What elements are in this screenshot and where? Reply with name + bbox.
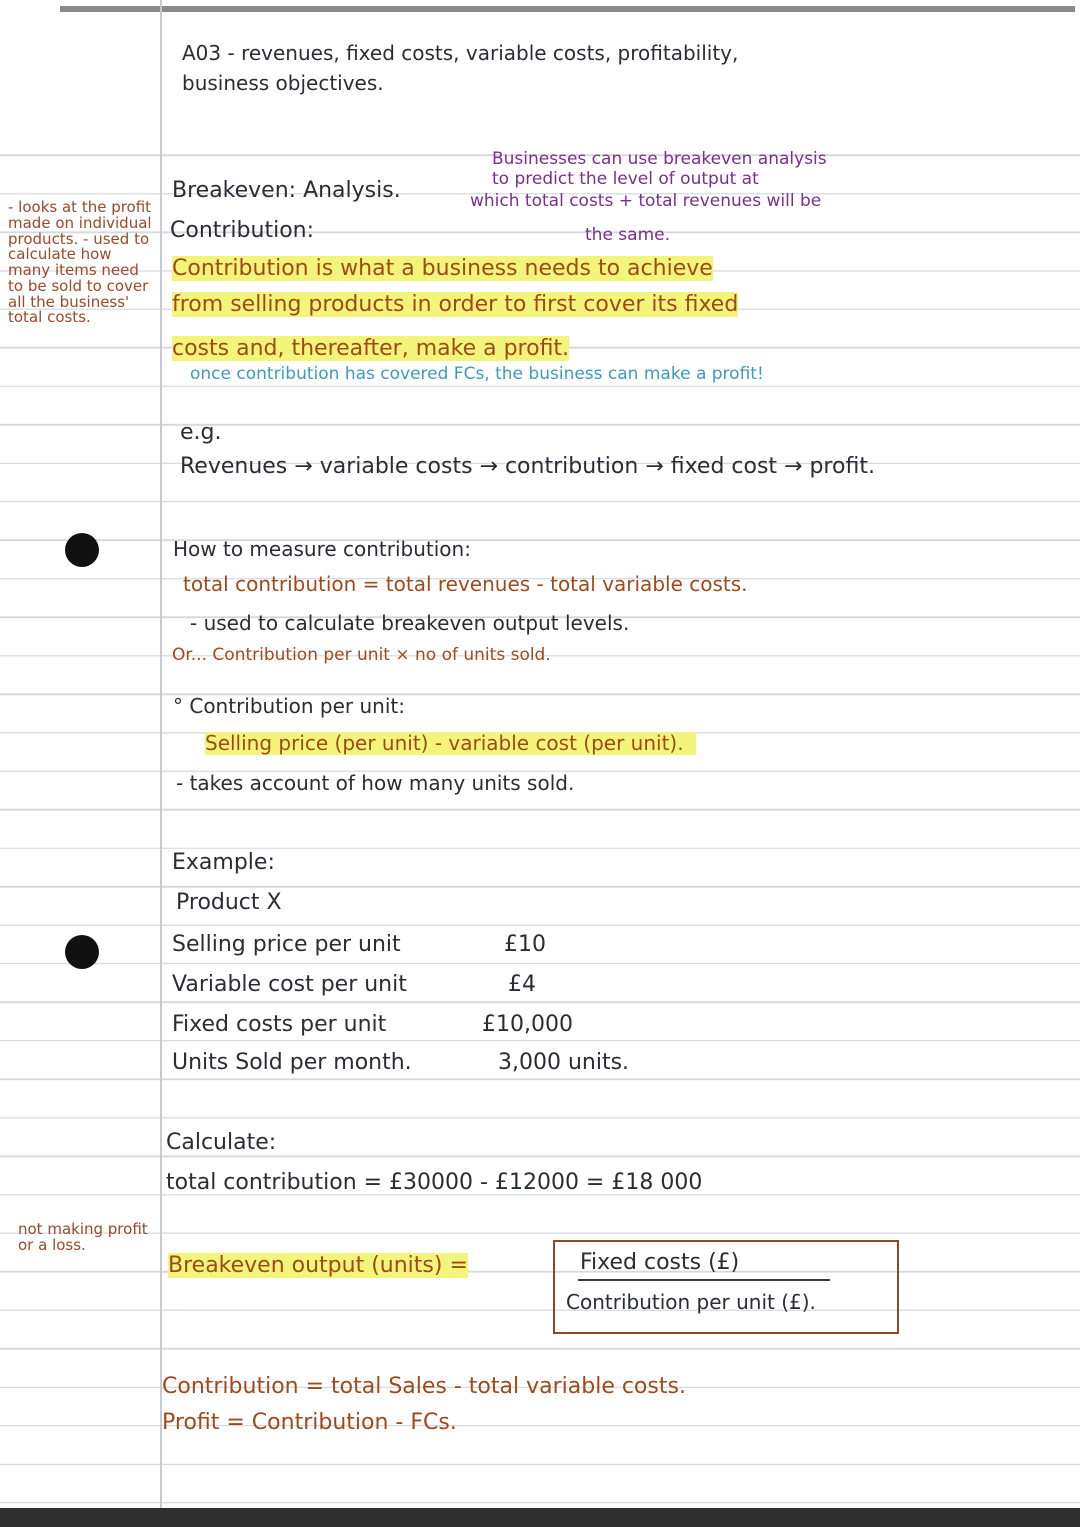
summary-contribution: Contribution = total Sales - total variable costs. — [162, 1374, 686, 1399]
breakeven-aside-4: the same. — [585, 225, 670, 245]
example-row-value: 3,000 units. — [498, 1050, 630, 1075]
page-bottom-edge — [0, 1508, 1080, 1527]
example-row-value: £10 — [504, 932, 546, 957]
summary-profit: Profit = Contribution - FCs. — [162, 1410, 457, 1435]
contribution-note: once contribution has covered FCs, the business can make a profit! — [190, 364, 764, 384]
example-heading: Example: — [172, 850, 275, 875]
breakeven-numerator: Fixed costs (£) — [580, 1250, 740, 1275]
contribution-def-line-2: from selling products in order to first cover its fixed — [172, 292, 739, 317]
flow-chain: Revenues → variable costs → contribution → fixed cost → profit. — [180, 454, 875, 479]
contribution-def-line-3: costs and, thereafter, make a profit. — [172, 336, 570, 361]
per-unit-formula: Selling price (per unit) - variable cost (per unit). — [205, 732, 696, 755]
fraction-bar — [578, 1279, 830, 1281]
measure-formula-text: total contribution = total revenues - total variable costs. — [183, 572, 748, 596]
breakeven-aside-2: to predict the level of output at — [492, 169, 759, 189]
calc-line: total contribution = £30000 - £12000 = £18 000 — [166, 1170, 703, 1195]
flow-eg: e.g. — [180, 420, 222, 445]
punch-hole-bottom — [65, 935, 99, 969]
per-unit-note: - takes account of how many units sold. — [176, 771, 575, 795]
measure-use: - used to calculate breakeven output levels. — [190, 611, 630, 635]
per-unit-heading: ° Contribution per unit: — [173, 694, 405, 718]
breakeven-aside-1: Businesses can use breakeven analysis — [492, 149, 827, 169]
calc-heading: Calculate: — [166, 1130, 277, 1155]
example-row-value: £4 — [508, 972, 536, 997]
example-row-label: Fixed costs per unit — [172, 1012, 387, 1037]
contribution-def-line-1: Contribution is what a business needs to achieve — [172, 256, 713, 281]
header-line-2: business objectives. — [182, 71, 384, 95]
example-row-label: Variable cost per unit — [172, 972, 407, 997]
breakeven-output-label: Breakeven output (units) = — [168, 1253, 468, 1278]
example-row-value: £10,000 — [482, 1012, 573, 1037]
example-row-label: Units Sold per month. — [172, 1050, 412, 1075]
example-product: Product X — [176, 890, 282, 915]
breakeven-denominator: Contribution per unit (£). — [566, 1290, 816, 1314]
header-line-1: A03 - revenues, fixed costs, variable costs, profitability, — [182, 41, 739, 65]
margin-line — [160, 0, 162, 1508]
contribution-heading: Contribution: — [170, 218, 315, 243]
measure-formula — [183, 573, 748, 596]
measure-heading: How to measure contribution: — [173, 537, 471, 561]
page-top-edge — [60, 6, 1075, 12]
measure-alt: Or... Contribution per unit × no of units sold. — [172, 645, 551, 665]
margin-note-breakeven: not making profit or a loss. — [18, 1220, 148, 1254]
breakeven-aside-3: which total costs + total revenues will be — [470, 191, 822, 211]
breakeven-analysis-heading: Breakeven: Analysis. — [172, 178, 401, 203]
example-row-label: Selling price per unit — [172, 932, 401, 957]
margin-note-products: - looks at the profit made on individual products. - used to calculate how many items need to be sold to cover all the business' total costs. — [8, 198, 152, 327]
punch-hole-top — [65, 533, 99, 567]
